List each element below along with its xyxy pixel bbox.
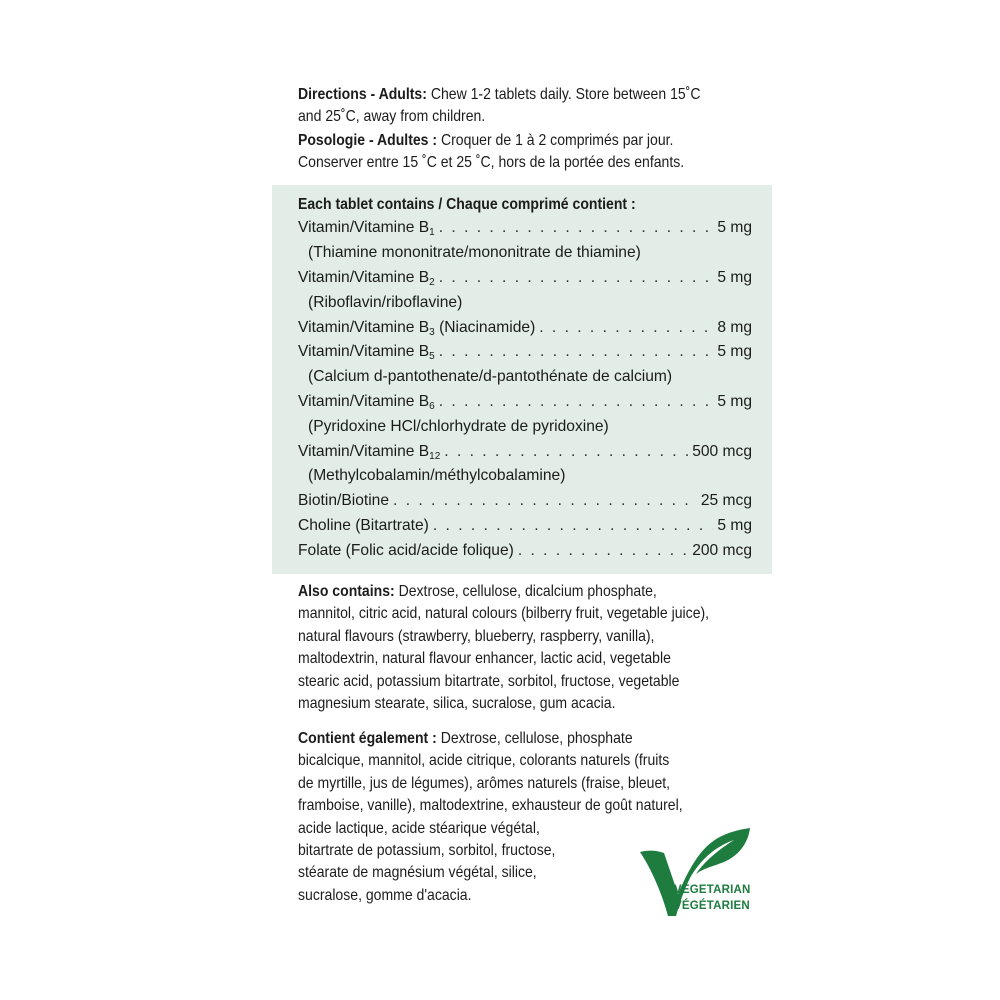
ingredient-row — [298, 539, 752, 564]
dot-leader — [439, 340, 714, 365]
also-contains-french-line: bitartrate de potassium, sorbitol, fructose, — [298, 842, 556, 860]
ingredient-suffix: (Niacinamide) — [434, 318, 536, 336]
ingredient-name: Vitamin/Vitamine $B_6$ — [298, 392, 435, 412]
ingredient-row — [298, 316, 752, 341]
also-contains-french-heading: Contient également : — [298, 730, 437, 747]
ingredient-amount: 5 mg — [717, 219, 752, 237]
also-contains-french-line: sucralose, gomme d'acacia. — [298, 886, 472, 904]
also-contains-french-line: stéarate de magnésium végétal, silice, — [298, 864, 537, 882]
ingredient-subscript: 5 — [429, 351, 435, 363]
also-contains-french-line: framboise, vanille), maltodextrine, exhausteur de goût naturel, — [298, 797, 683, 815]
ingredient-name: Vitamin/Vitamine $B_3$ (Niacinamide) — [298, 318, 536, 338]
ingredient-row — [298, 489, 752, 514]
vegetarian-badge-label-en: VEGETARIAN — [674, 884, 751, 896]
ingredient-name: Vitamin/Vitamine $B_2$ — [298, 269, 435, 288]
ingredients-panel — [272, 185, 772, 574]
ingredients-heading: Each tablet contains / Chaque comprimé contient : — [298, 196, 636, 213]
also-contains-french-line: Dextrose, cellulose, phosphate — [440, 730, 633, 747]
ingredient-amount: 5 mg — [717, 269, 752, 286]
also-contains-english-heading: Also contains: — [298, 583, 395, 600]
ingredient-row — [298, 216, 752, 241]
ingredient-amount: 5 mg — [717, 392, 752, 410]
ingredient-amount: 500 mcg — [692, 442, 752, 460]
also-contains-french-line: bicalcique, mannitol, acide citrique, colorants naturels (fruits — [298, 752, 670, 770]
ingredient-subscript: 12 — [429, 450, 441, 462]
ingredient-name: Vitamin/Vitamine $B_{12}$ — [298, 442, 441, 462]
ingredient-amount: 8 mg — [717, 318, 752, 336]
dot-leader — [439, 390, 714, 415]
dot-leader — [433, 514, 713, 539]
ingredient-name: Biotin/Biotine — [298, 492, 390, 510]
ingredient-source: (Thiamine mononitrate/mononitrate de thiamine) — [308, 244, 641, 262]
also-contains-french-line: de myrtille, jus de légumes), arômes naturels (fraise, bleuet, — [298, 774, 671, 792]
dot-leader — [439, 266, 714, 291]
ingredient-subscript: 1 — [429, 227, 435, 239]
ingredient-amount: 5 mg — [717, 343, 752, 361]
ingredient-name: Vitamin/Vitamine $B_5$ — [298, 343, 435, 363]
ingredient-name: Folate (Folic acid/acide folique) — [298, 541, 514, 559]
also-contains-french-line: acide lactique, acide stéarique végétal, — [298, 819, 540, 837]
ingredient-subscript: 2 — [429, 277, 435, 288]
ingredient-amount: 25 mcg — [700, 492, 752, 510]
ingredient-source: (Calcium d-pantothenate/d-pantothénate de calcium) — [308, 368, 673, 386]
directions-french-heading: Posologie - Adultes : — [298, 132, 438, 149]
directions-english-text: Chew 1-2 tablets daily. Store between 15˚C and 25˚C, away from children. — [298, 86, 701, 126]
dot-leader — [393, 489, 697, 514]
ingredient-name: Vitamin/Vitamine $B_1$ — [298, 219, 435, 239]
dot-leader — [439, 216, 714, 241]
vegetarian-badge-label-fr: VÉGÉTARIEN — [674, 900, 750, 912]
ingredient-row — [298, 266, 752, 291]
dot-leader — [539, 316, 713, 341]
ingredient-amount: 5 mg — [717, 516, 752, 534]
ingredient-amount: 200 mcg — [692, 541, 752, 559]
ingredient-subscript: 6 — [429, 400, 435, 412]
directions-english — [298, 84, 712, 129]
ingredient-row — [298, 440, 752, 465]
directions-french — [298, 130, 712, 175]
ingredient-source: (Riboflavin/riboflavine) — [308, 293, 463, 311]
ingredient-source: (Methylcobalamin/méthylcobalamine) — [308, 467, 566, 485]
ingredient-subscript: 3 — [429, 326, 435, 338]
ingredient-name: Choline (Bitartrate) — [298, 516, 429, 534]
ingredient-row — [298, 514, 752, 539]
ingredient-row — [298, 390, 752, 415]
also-contains-english — [298, 581, 712, 715]
dot-leader — [444, 440, 688, 465]
directions-english-heading: Directions - Adults: — [298, 86, 427, 103]
also-contains-english-text: Dextrose, cellulose, dicalcium phosphate, mannitol, citric acid, natural colours (bilberry fruit, vegetable juice), natural flavours (strawberry, blueberry, raspberry, vanilla), maltodextrin, natural flavour enhancer, lactic acid, vegetable stearic acid, potassium bitartrate, sorbitol, fructose, vegetable magnesium stearate, silica, sucralose, gum acacia. — [298, 583, 710, 713]
ingredient-row — [298, 340, 752, 365]
ingredient-source: (Pyridoxine HCl/chlorhydrate de pyridoxine) — [308, 417, 609, 435]
ingredient-list — [298, 216, 752, 563]
dot-leader — [518, 539, 688, 564]
vegetarian-badge — [638, 826, 758, 918]
directions-french-text: Croquer de 1 à 2 comprimés par jour. Conserver entre 15 ˚C et 25 ˚C, hors de la portée des enfants. — [298, 132, 685, 172]
